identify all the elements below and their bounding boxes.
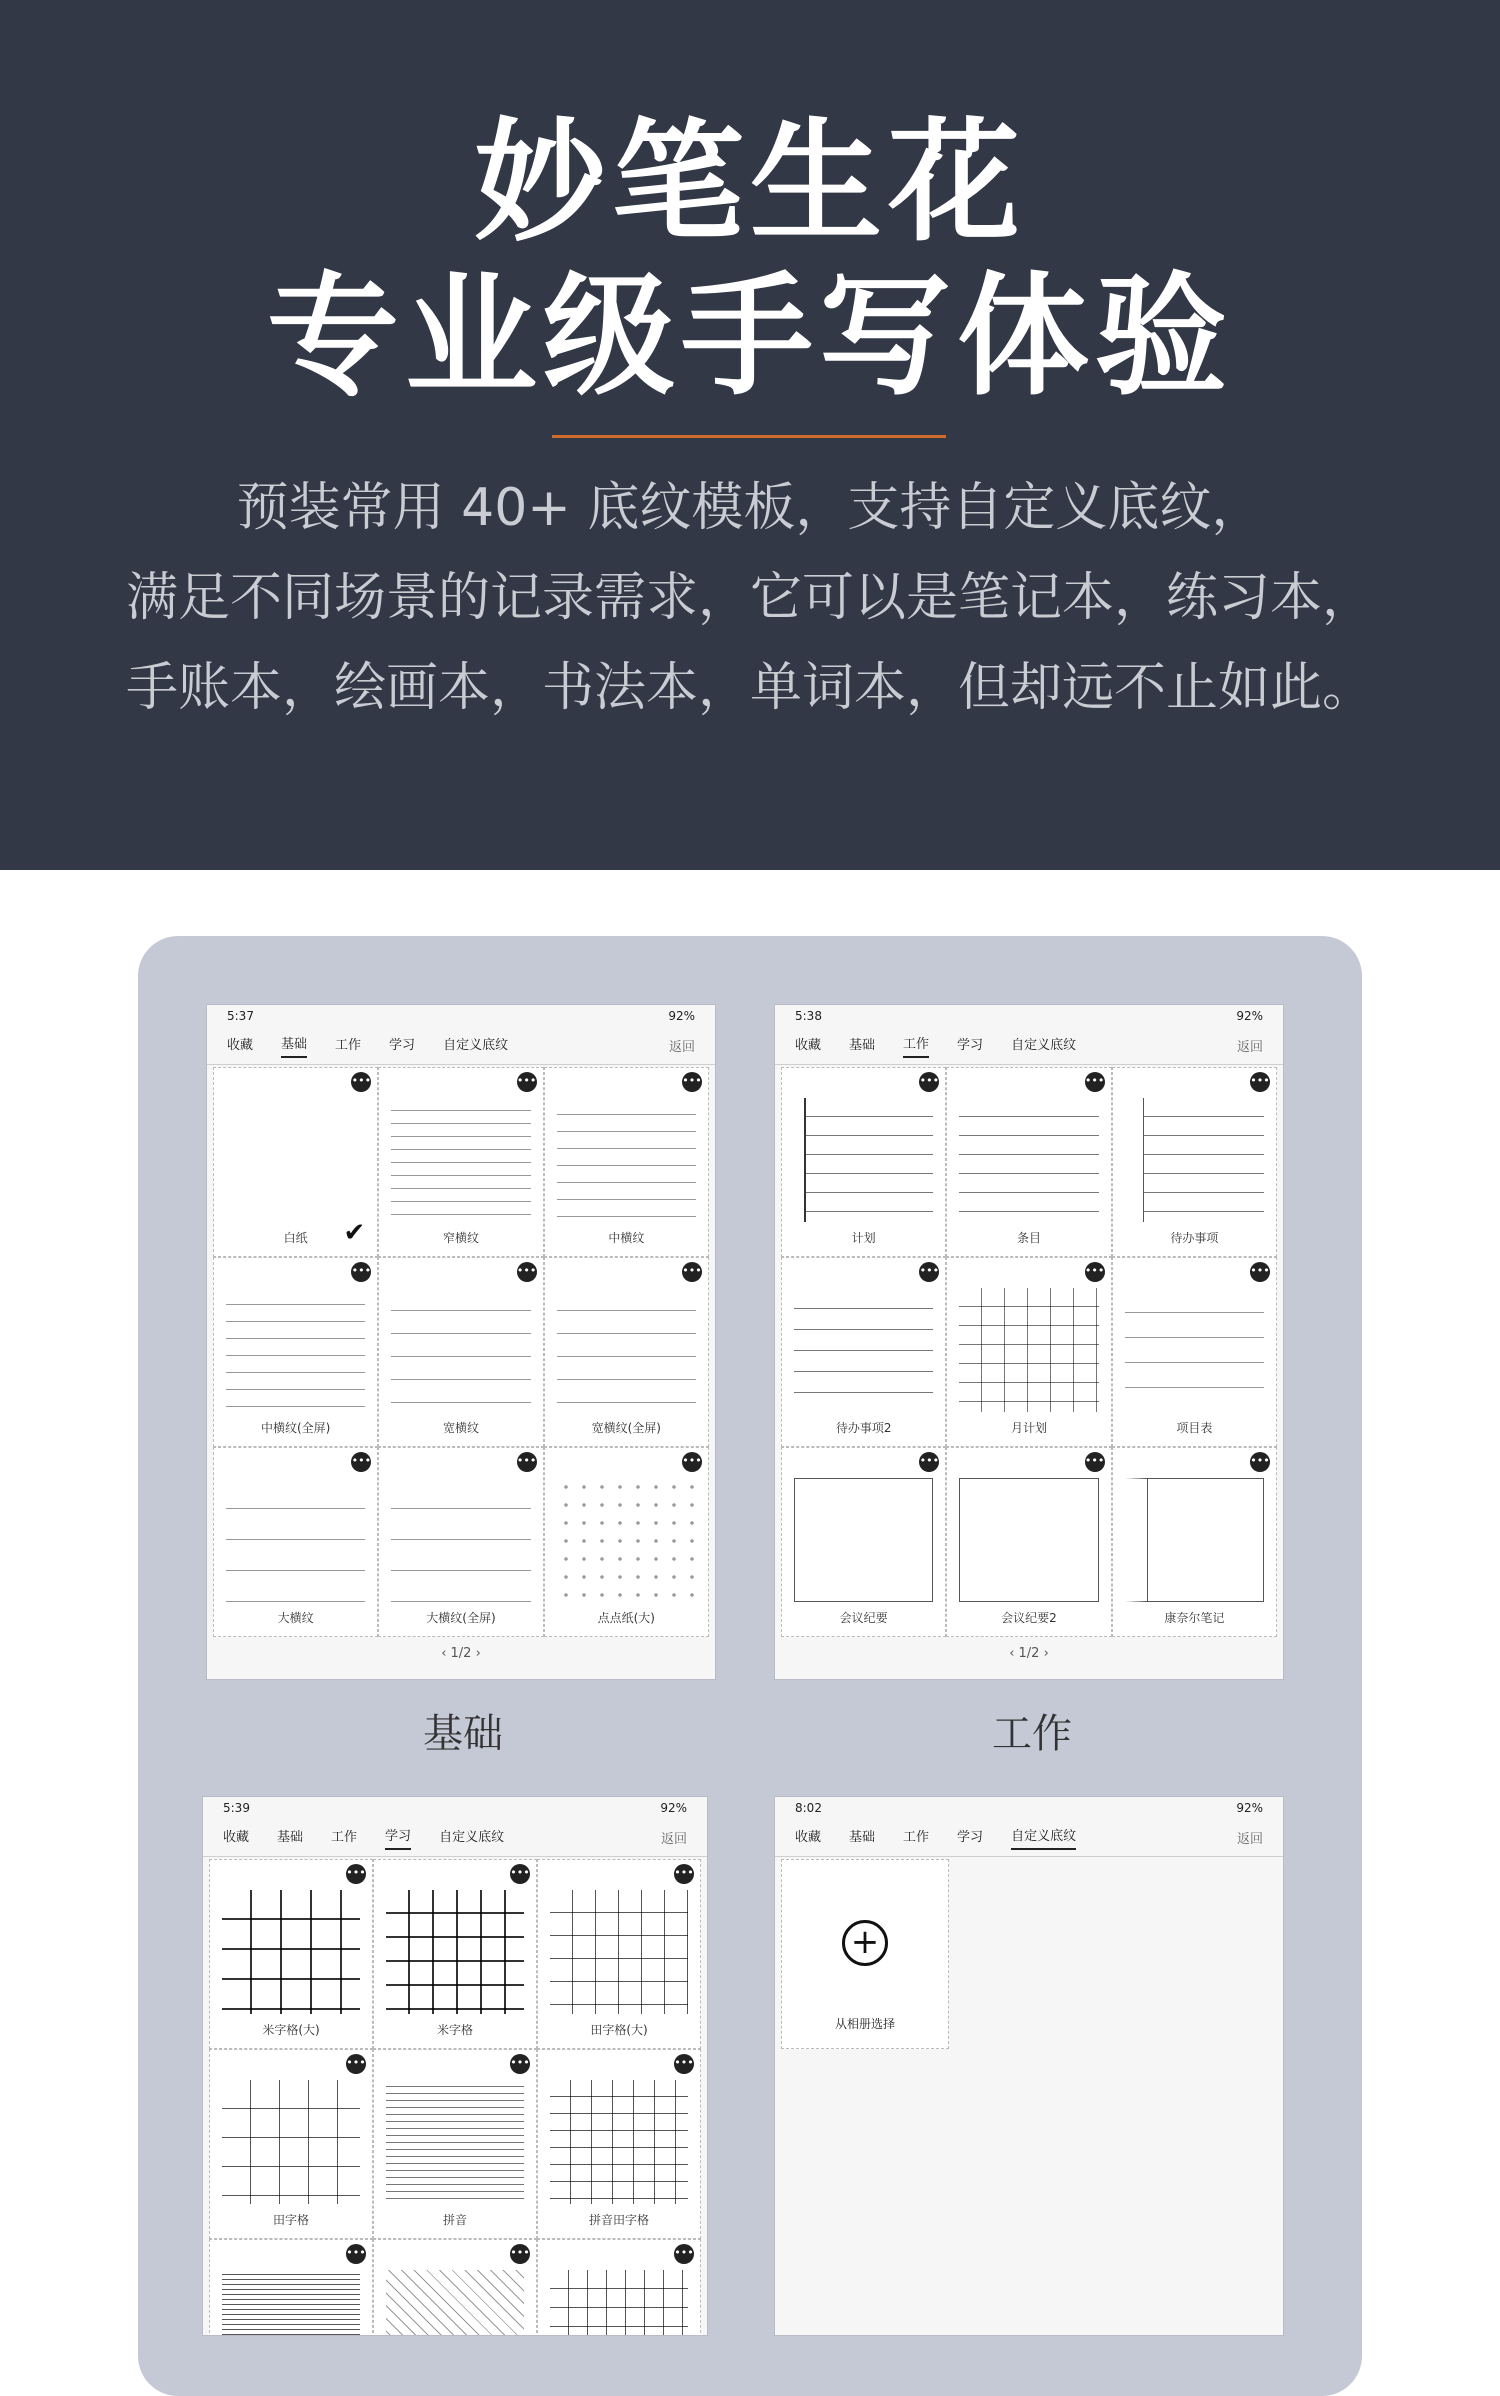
- more-icon[interactable]: •••: [1250, 1072, 1270, 1092]
- screen-work: [774, 1004, 1284, 1680]
- tab-favorites[interactable]: 收藏: [795, 1830, 822, 1845]
- tab-bar: [775, 1027, 1283, 1065]
- template-label: 大横纹: [277, 1611, 314, 1625]
- more-icon[interactable]: •••: [1250, 1452, 1270, 1472]
- status-time: 5:37: [227, 1009, 254, 1023]
- more-icon[interactable]: •••: [346, 2244, 366, 2264]
- template-tile[interactable]: [378, 1257, 543, 1447]
- template-tile[interactable]: [946, 1257, 1111, 1447]
- more-icon[interactable]: •••: [682, 1072, 702, 1092]
- hero-banner: [0, 0, 1500, 870]
- caption-basic: 基础: [423, 1711, 503, 1757]
- tab-work[interactable]: 工作: [903, 1830, 930, 1845]
- template-tile[interactable]: [537, 1859, 701, 2049]
- more-icon[interactable]: •••: [1085, 1262, 1105, 1282]
- more-icon[interactable]: •••: [351, 1072, 371, 1092]
- more-icon[interactable]: •••: [919, 1452, 939, 1472]
- tab-study[interactable]: 学习: [957, 1830, 984, 1845]
- template-tile[interactable]: [544, 1067, 709, 1257]
- template-label: 田字格: [272, 2213, 309, 2227]
- tab-custom[interactable]: 自定义底纹: [443, 1038, 509, 1053]
- pager: ‹ 1/2 ›: [1009, 1646, 1049, 1661]
- template-label: 米字格: [436, 2023, 473, 2037]
- back-button[interactable]: 返回: [1236, 1832, 1263, 1847]
- tab-work[interactable]: 工作: [331, 1830, 358, 1845]
- template-label: 宽横纹: [442, 1421, 479, 1435]
- more-icon[interactable]: •••: [919, 1072, 939, 1092]
- tab-work[interactable]: 工作: [335, 1038, 362, 1053]
- back-button[interactable]: 返回: [660, 1832, 687, 1847]
- more-icon[interactable]: •••: [919, 1262, 939, 1282]
- status-bar: [775, 1005, 1283, 1027]
- more-icon[interactable]: •••: [346, 1864, 366, 1884]
- tab-custom[interactable]: 自定义底纹: [1011, 1038, 1077, 1053]
- template-tile[interactable]: [537, 2049, 701, 2239]
- template-label: 白纸: [283, 1231, 308, 1245]
- template-tile[interactable]: [209, 2239, 373, 2336]
- status-bar: [207, 1005, 715, 1027]
- back-button[interactable]: 返回: [668, 1040, 695, 1055]
- tab-work[interactable]: 工作: [903, 1033, 929, 1058]
- template-label: 米字格(大): [262, 2023, 320, 2037]
- screen-study: [202, 1796, 708, 2336]
- tab-bar: [207, 1027, 715, 1065]
- template-label: 计划: [851, 1231, 876, 1245]
- tab-favorites[interactable]: 收藏: [795, 1038, 822, 1053]
- tab-custom[interactable]: 自定义底纹: [439, 1830, 505, 1845]
- hero-subtitle-line2: 满足不同场景的记录需求，它可以是笔记本，练习本，: [125, 568, 1374, 628]
- tab-basic[interactable]: 基础: [849, 1038, 876, 1053]
- back-button[interactable]: 返回: [1236, 1040, 1263, 1055]
- more-icon[interactable]: •••: [674, 2244, 694, 2264]
- more-icon[interactable]: •••: [351, 1262, 371, 1282]
- status-bar: [203, 1797, 707, 1819]
- template-label: 拼音: [442, 2213, 467, 2227]
- battery-level: 92%: [1236, 1009, 1263, 1023]
- template-label: 会议纪要: [839, 1611, 888, 1625]
- tab-favorites[interactable]: 收藏: [223, 1830, 250, 1845]
- hero-subtitle-line1: 预装常用 40+ 底纹模板，支持自定义底纹，: [236, 478, 1264, 538]
- page-indicator: 1/2: [1018, 1646, 1040, 1661]
- template-grid: [213, 1067, 709, 1637]
- screen-custom: [774, 1796, 1284, 2336]
- template-label: 窄横纹: [442, 1231, 479, 1245]
- tab-custom[interactable]: 自定义底纹: [1011, 1825, 1076, 1850]
- more-icon[interactable]: •••: [510, 2054, 530, 2074]
- hero-subtitle-line3: 手账本，绘画本，书法本，单词本，但却远不止如此。: [125, 658, 1374, 718]
- template-tile[interactable]: [781, 1257, 946, 1447]
- tab-basic[interactable]: 基础: [849, 1830, 876, 1845]
- template-label: 拼音田字格: [588, 2213, 649, 2227]
- template-tile[interactable]: [1112, 1447, 1277, 1637]
- tab-study[interactable]: 学习: [385, 1825, 411, 1850]
- more-icon[interactable]: •••: [1085, 1452, 1105, 1472]
- battery-level: 92%: [660, 1801, 687, 1815]
- checkmark-icon: ✔: [343, 1218, 366, 1248]
- more-icon[interactable]: •••: [517, 1072, 537, 1092]
- template-grid: [781, 1067, 1277, 1637]
- template-tile[interactable]: [781, 1447, 946, 1637]
- template-label: 宽横纹(全屏): [591, 1421, 661, 1435]
- template-tile[interactable]: [373, 1859, 537, 2049]
- tab-basic[interactable]: 基础: [277, 1830, 304, 1845]
- template-label: 田字格(大): [590, 2023, 648, 2037]
- more-icon[interactable]: •••: [682, 1262, 702, 1282]
- hero-title-line2: 专业级手写体验: [267, 260, 1233, 414]
- add-from-album-tile[interactable]: [781, 1859, 949, 2049]
- template-label: 中横纹(全屏): [260, 1421, 331, 1435]
- template-label: 中横纹: [608, 1231, 645, 1245]
- status-time: 8:02: [795, 1801, 822, 1815]
- template-tile[interactable]: [373, 2239, 537, 2336]
- tab-favorites[interactable]: 收藏: [227, 1038, 254, 1053]
- battery-level: 92%: [1236, 1801, 1263, 1815]
- more-icon[interactable]: •••: [517, 1262, 537, 1282]
- template-tile[interactable]: [946, 1447, 1111, 1637]
- template-tile[interactable]: [213, 1067, 378, 1257]
- template-label: 康奈尔笔记: [1164, 1611, 1225, 1625]
- template-label: 大横纹(全屏): [426, 1611, 496, 1625]
- template-tile[interactable]: [378, 1447, 543, 1637]
- status-time: 5:38: [795, 1009, 822, 1023]
- tab-study[interactable]: 学习: [389, 1038, 416, 1053]
- more-icon[interactable]: •••: [351, 1452, 371, 1472]
- more-icon[interactable]: •••: [510, 1864, 530, 1884]
- template-tile[interactable]: [209, 2049, 373, 2239]
- template-label: 条目: [1016, 1231, 1041, 1245]
- accent-divider: [552, 435, 946, 438]
- template-label: 月计划: [1010, 1421, 1047, 1435]
- template-tile[interactable]: [378, 1067, 543, 1257]
- template-tile[interactable]: [544, 1447, 709, 1637]
- more-icon[interactable]: •••: [674, 1864, 694, 1884]
- more-icon[interactable]: •••: [510, 2244, 530, 2264]
- template-label: 待办事项: [1170, 1231, 1219, 1245]
- status-time: 5:39: [223, 1801, 250, 1815]
- template-tile[interactable]: [1112, 1257, 1277, 1447]
- template-tile[interactable]: [209, 1859, 373, 2049]
- template-tile[interactable]: [946, 1067, 1111, 1257]
- template-label: 项目表: [1176, 1421, 1213, 1435]
- tab-basic[interactable]: 基础: [281, 1033, 307, 1058]
- plus-circle-icon[interactable]: +: [842, 1920, 888, 1966]
- tab-study[interactable]: 学习: [957, 1038, 984, 1053]
- template-tile[interactable]: [373, 2049, 537, 2239]
- add-from-album-label: 从相册选择: [834, 2017, 895, 2031]
- more-icon[interactable]: •••: [1250, 1262, 1270, 1282]
- battery-level: 92%: [668, 1009, 695, 1023]
- template-label: 待办事项2: [835, 1421, 892, 1435]
- tab-bar: [775, 1819, 1283, 1857]
- template-tile[interactable]: [1112, 1067, 1277, 1257]
- template-label: 点点纸(大): [597, 1611, 655, 1625]
- template-tile[interactable]: [537, 2239, 701, 2336]
- more-icon[interactable]: •••: [682, 1452, 702, 1472]
- template-grid: [209, 1859, 701, 2336]
- screen-basic: [206, 1004, 716, 1680]
- tab-bar: [203, 1819, 707, 1857]
- status-bar: [775, 1797, 1283, 1819]
- template-label: 会议纪要2: [1001, 1611, 1057, 1625]
- template-tile[interactable]: [781, 1067, 946, 1257]
- more-icon[interactable]: •••: [517, 1452, 537, 1472]
- hero-title-line1: 妙笔生花: [474, 106, 1026, 260]
- template-tile[interactable]: [213, 1257, 378, 1447]
- template-tile[interactable]: [213, 1447, 378, 1637]
- caption-work: 工作: [992, 1711, 1072, 1757]
- more-icon[interactable]: •••: [346, 2054, 366, 2074]
- more-icon[interactable]: •••: [674, 2054, 694, 2074]
- page-indicator: 1/2: [450, 1646, 472, 1661]
- template-tile[interactable]: [544, 1257, 709, 1447]
- pager: ‹ 1/2 ›: [441, 1646, 481, 1661]
- more-icon[interactable]: •••: [1085, 1072, 1105, 1092]
